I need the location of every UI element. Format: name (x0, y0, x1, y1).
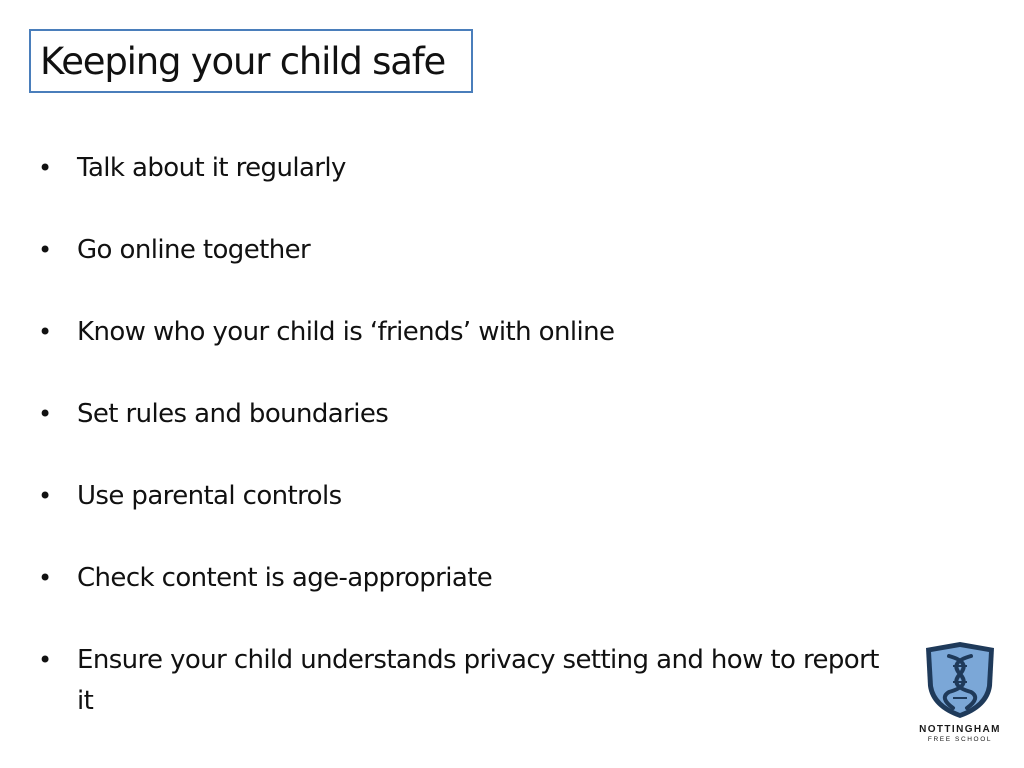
bullet-text: Set rules and boundaries (77, 399, 389, 429)
bullet-dot: • (38, 482, 52, 510)
bullet-item (38, 394, 898, 476)
logo-school-subtitle: FREE SCHOOL (927, 736, 993, 743)
bullet-dot: • (38, 646, 52, 674)
bullet-dot: • (38, 400, 52, 428)
bullet-item (38, 148, 898, 230)
bullet-text: Ensure your child understands privacy setting and how to report it (77, 645, 879, 716)
bullet-item (38, 312, 898, 394)
bullet-text: Use parental controls (77, 481, 342, 511)
bullet-text: Know who your child is ‘friends’ with online (77, 317, 615, 347)
bullet-text: Go online together (77, 235, 311, 265)
slide-title: Keeping your child safe (40, 39, 446, 83)
logo-school-name: NOTTINGHAM (919, 724, 1001, 735)
bullet-item (38, 640, 898, 722)
bullet-list (38, 148, 898, 722)
bullet-text: Talk about it regularly (77, 153, 346, 183)
bullet-text: Check content is age-appropriate (77, 563, 493, 593)
bullet-dot: • (38, 564, 52, 592)
shield-crest-icon (923, 640, 997, 720)
title-box (29, 29, 473, 93)
bullet-dot: • (38, 318, 52, 346)
bullet-dot: • (38, 154, 52, 182)
school-logo (914, 640, 1006, 750)
bullet-item (38, 558, 898, 640)
bullet-dot: • (38, 236, 52, 264)
bullet-item (38, 476, 898, 558)
bullet-item (38, 230, 898, 312)
